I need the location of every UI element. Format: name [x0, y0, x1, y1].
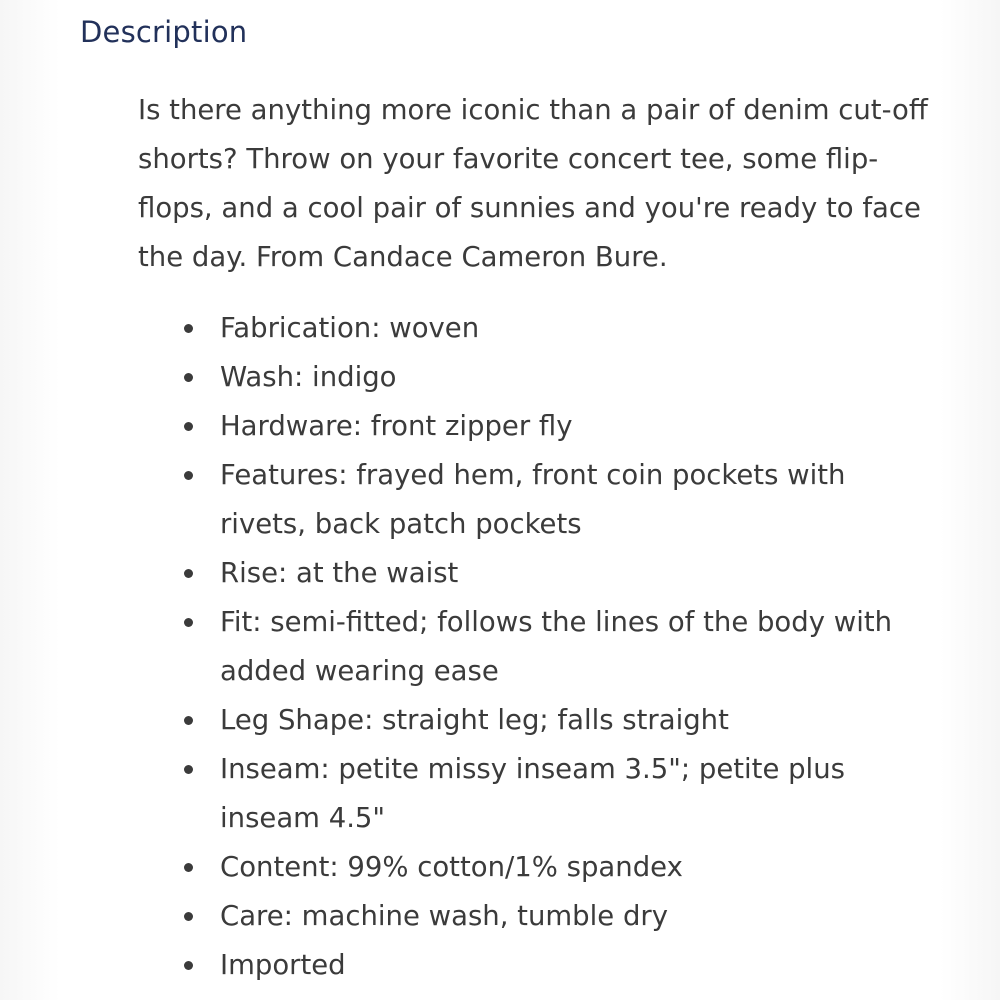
feature-item-wash [220, 353, 940, 402]
bullet-icon [184, 912, 193, 921]
feature-text: Wash: indigo [220, 361, 397, 393]
description-intro: Is there anything more iconic than a pair of denim cut-off shorts? Throw on your favorite concert tee, some flip-flops, and a cool pair of sunnies and you're ready to face the day. From Candace Cameron Bure. [138, 94, 928, 273]
feature-list [220, 304, 940, 990]
bullet-icon [184, 863, 193, 872]
feature-item-features [220, 451, 940, 549]
bullet-icon [184, 373, 193, 382]
bullet-icon [184, 324, 193, 333]
feature-text: Fabrication: woven [220, 312, 480, 344]
bullet-icon [184, 569, 193, 578]
description-heading: Description [80, 15, 248, 49]
feature-item-rise [220, 549, 940, 598]
feature-text: Hardware: front zipper fly [220, 410, 573, 442]
feature-item-fit [220, 598, 940, 696]
feature-text: Rise: at the waist [220, 557, 459, 589]
feature-item-care [220, 892, 940, 941]
feature-text: Leg Shape: straight leg; falls straight [220, 704, 729, 736]
feature-text: Features: frayed hem, front coin pockets with rivets, back patch pockets [220, 459, 846, 540]
feature-item-content [220, 843, 940, 892]
bullet-icon [184, 961, 193, 970]
feature-text: Content: 99% cotton/1% spandex [220, 851, 683, 883]
bullet-icon [184, 422, 193, 431]
feature-text: Inseam: petite missy inseam 3.5"; petite plus inseam 4.5" [220, 753, 845, 834]
bullet-icon [184, 716, 193, 725]
feature-item-leg-shape [220, 696, 940, 745]
bullet-icon [184, 618, 193, 627]
feature-item-hardware [220, 402, 940, 451]
feature-text: Care: machine wash, tumble dry [220, 900, 668, 932]
feature-item-fabrication [220, 304, 940, 353]
feature-item-imported [220, 941, 940, 990]
feature-text: Imported [220, 949, 346, 981]
bullet-icon [184, 765, 193, 774]
bullet-icon [184, 471, 193, 480]
feature-text: Fit: semi-fitted; follows the lines of the body with added wearing ease [220, 606, 893, 687]
feature-item-inseam [220, 745, 940, 843]
